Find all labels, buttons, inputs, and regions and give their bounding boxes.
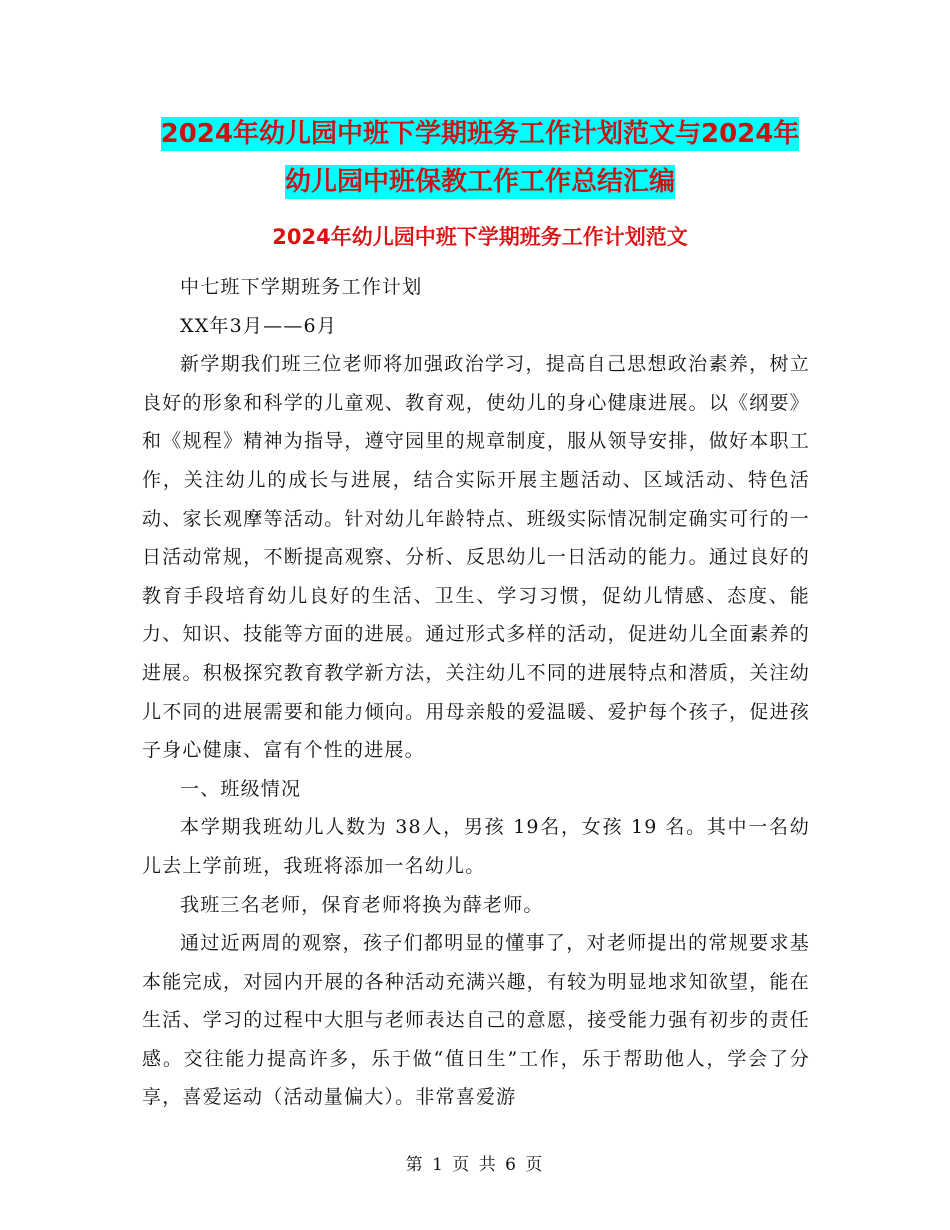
paragraph: 我班三名老师，保育老师将换为薛老师。 <box>180 893 544 916</box>
paragraph: 中七班下学期班务工作计划 <box>180 276 423 298</box>
page-footer: 第 1 页 共 6 页 <box>405 1155 545 1175</box>
paragraph: 新学期我们班三位老师将加强政治学习，提高自己思想政治素养，树立良好的形象和科学的儿童观、教育观，使幼儿的身心健康进展。以《纲要》和《规程》精神为指导，遵守园里的规章制度，服从领导安排，做好本职工作，关注幼儿的成长与进展，结合实际开展主题活动、区域活动、特色活动、家长观摩等活动。针对幼儿年龄特点、班级实际情况制定确实可行的一日活动常规，不断提高观察、分析、反思幼儿一日活动的能力。通过良好的教育手段培育幼儿良好的生活、卫生、学习习惯，促幼儿情感、态度、能力、知识、技能等方面的进展。通过形式多样的活动，促进幼儿全面素养的进展。积极探究教育教学新方法，关注幼儿不同的进展特点和潜质，关注幼儿不同的进展需要和能力倾向。用母亲般的爱温暖、爱护每个孩子，促进孩子身心健康、富有个性的进展。 <box>142 353 810 762</box>
document-body <box>142 268 810 1117</box>
title-line-2: 幼儿园中班保教工作工作总结汇编 <box>284 167 675 197</box>
paragraph: 一、班级情况 <box>180 777 302 800</box>
paragraph: XX年3月——6月 <box>180 314 338 337</box>
paragraph: 本学期我班幼儿人数为 38人，男孩 19名，女孩 19 名。其中一名幼儿去上学前班，我班将添加一名幼儿。 <box>142 816 810 877</box>
title-line-1: 2024年幼儿园中班下学期班务工作计划范文与2024年 <box>160 119 800 149</box>
paragraph: 通过近两周的观察，孩子们都明显的懂事了，对老师提出的常规要求基本能完成，对园内开展的各种活动充满兴趣，有较为明显地求知欲望，能在生活、学习的过程中大胆与老师表达自己的意愿，接受能力强有初步的责任感。交往能力提高许多，乐于做“值日生”工作，乐于帮助他人，学会了分享，喜爱运动（活动量偏大）。非常喜爱游 <box>142 932 810 1109</box>
document-title <box>140 110 820 206</box>
section-title: 2024年幼儿园中班下学期班务工作计划范文 <box>272 225 688 249</box>
